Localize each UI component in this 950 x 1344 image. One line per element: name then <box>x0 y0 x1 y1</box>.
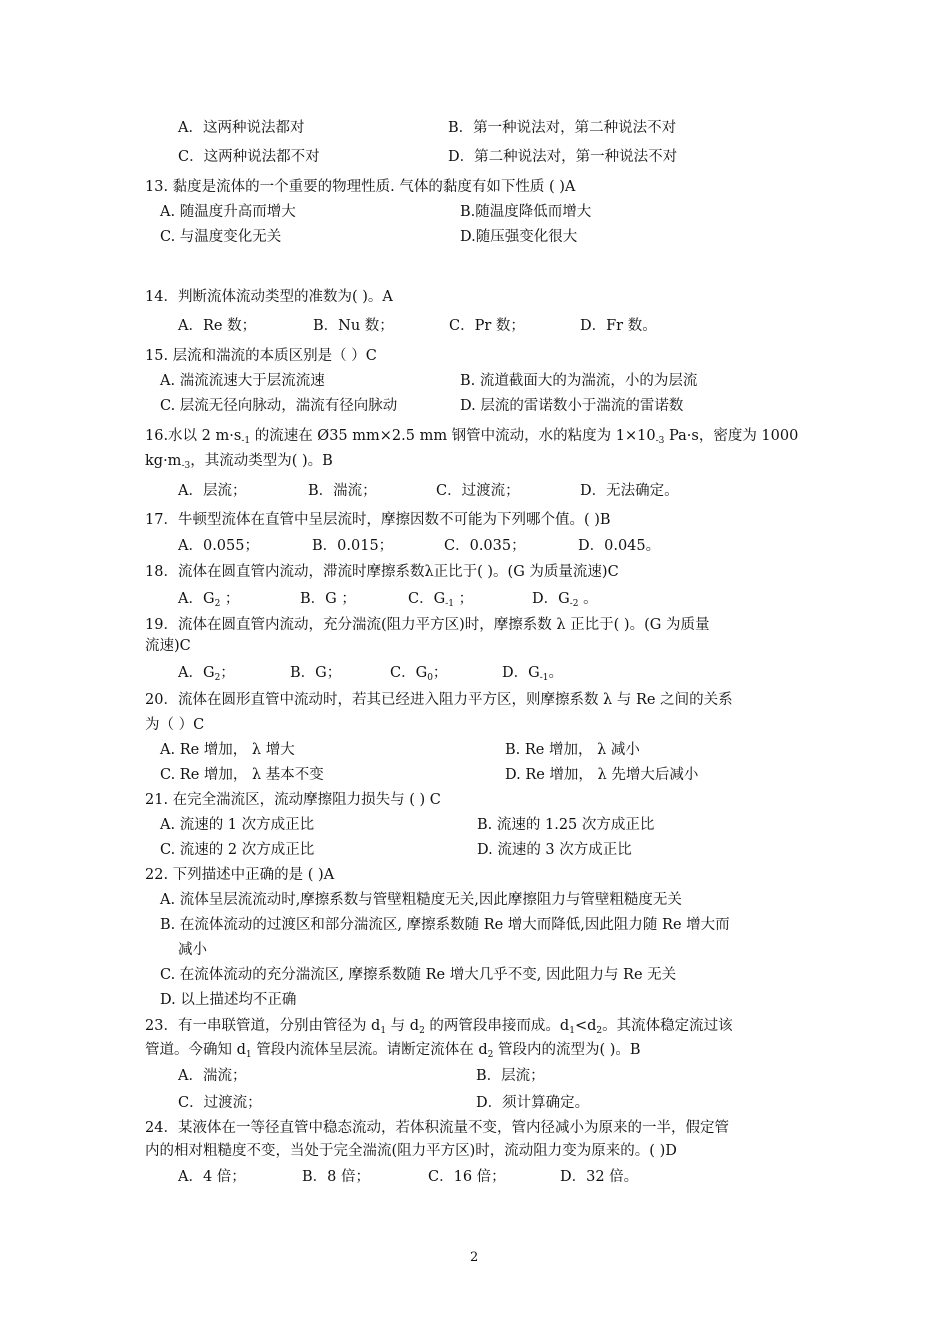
q19-option-d: D．$G_{-1}$。 <box>502 665 563 683</box>
q16-option-d: D．无法确定。 <box>580 483 679 499</box>
q18-stem: 18．流体在圆直管内流动，滞流时摩擦系数λ正比于( )。(G 为质量流速)C <box>145 564 619 580</box>
q12-option-d: D．第二种说法对，第一种说法不对 <box>448 149 678 165</box>
q23-option-a: A．湍流； <box>178 1068 247 1084</box>
q14-stem: 14．判断流体流动类型的准数为( )。A <box>145 289 393 305</box>
q15-option-a: A. 湍流流速大于层流流速 <box>160 373 325 389</box>
q23-stem-line1: 23．有一串联管道，分别由管径为 $d_1$ 与 $d_2$ 的两管段串接而成。$d_1<d_2$。其流体稳定流过该 <box>145 1018 733 1036</box>
q22-option-c: C. 在流体流动的充分湍流区, 摩擦系数随 Re 增大几乎不变, 因此阻力与 Re 无关 <box>160 967 677 983</box>
q21-option-c: C. 流速的 2 次方成正比 <box>160 842 315 858</box>
q21-option-b: B. 流速的 1.25 次方成正比 <box>477 817 655 833</box>
q14-option-c: C．Pr 数； <box>449 318 525 334</box>
q15-option-c: C. 层流无径向脉动，湍流有径向脉动 <box>160 398 398 414</box>
q20-option-c: C. Re 增加， λ 基本不变 <box>160 767 324 783</box>
q18-option-d: D．$G_{-2}$ 。 <box>532 591 598 609</box>
q22-option-a: A. 流体呈层流流动时,摩擦系数与管壁粗糙度无关,因此摩擦阻力与管壁粗糙度无关 <box>160 892 682 908</box>
q21-option-d: D. 流速的 3 次方成正比 <box>477 842 632 858</box>
q13-option-d: D.随压强变化很大 <box>460 229 578 245</box>
q22-option-d: D. 以上描述均不正确 <box>160 992 297 1008</box>
q23-stem-line2: 管道。今确知 $d_1$ 管段内流体呈层流。请断定流体在 $d_2$ 管段内的流型为( )。B <box>145 1042 641 1060</box>
q16-stem-line1: 16.水以 2 $m\cdot s_{-1}$ 的流速在 Ø35 mm×2.5 mm 钢管中流动，水的粘度为 $1\times 10_{-3}$ Pa·s，密度为 1000 <box>145 428 799 446</box>
q23-option-d: D．须计算确定。 <box>476 1095 590 1111</box>
q14-option-b: B．Nu 数； <box>313 318 394 334</box>
q17-option-c: C．0.035； <box>444 538 526 554</box>
q24-stem-line1: 24．某液体在一等径直管中稳态流动，若体积流量不变，管内径减小为原来的一半，假定管 <box>145 1120 729 1136</box>
q15-option-d: D. 层流的雷诺数小于湍流的雷诺数 <box>460 398 684 414</box>
q20-option-d: D. Re 增加， λ 先增大后减小 <box>505 767 699 783</box>
q23-option-b: B．层流； <box>476 1068 545 1084</box>
page-number: 2 <box>470 1250 479 1265</box>
q13-option-c: C. 与温度变化无关 <box>160 229 282 245</box>
q16-stem-line2: $kg\cdot m_{-3}$，其流动类型为( )。B <box>145 453 333 471</box>
q23-option-c: C．过渡流； <box>178 1095 262 1111</box>
q22-stem: 22. 下列描述中正确的是 ( )A <box>145 867 335 883</box>
q15-stem: 15. 层流和湍流的本质区别是（ ）C <box>145 348 377 364</box>
q24-option-a: A．4 倍； <box>178 1169 246 1185</box>
q12-option-b: B．第一种说法对，第二种说法不对 <box>448 120 677 136</box>
q17-option-b: B．0.015； <box>312 538 394 554</box>
q20-stem-line2: 为（ ）C <box>145 717 205 733</box>
q17-stem: 17．牛顿型流体在直管中呈层流时，摩擦因数不可能为下列哪个值。( )B <box>145 512 611 528</box>
q13-option-b: B.随温度降低而增大 <box>460 204 592 220</box>
q19-option-c: C．$G_0$； <box>390 665 448 683</box>
q14-option-d: D．Fr 数。 <box>580 318 657 334</box>
q17-option-d: D．0.045。 <box>578 538 661 554</box>
q18-option-c: C．$G_{-1}$ ； <box>408 591 474 609</box>
q16-option-c: C．过渡流； <box>436 483 520 499</box>
q19-stem-line1: 19．流体在圆直管内流动，充分湍流(阻力平方区)时，摩擦系数 λ 正比于( )。(G 为质量 <box>145 617 710 633</box>
q24-option-d: D．32 倍。 <box>560 1169 639 1185</box>
q20-option-a: A. Re 增加， λ 增大 <box>160 742 295 758</box>
q12-option-a: A．这两种说法都对 <box>178 120 305 136</box>
q20-stem-line1: 20．流体在圆形直管中流动时，若其已经进入阻力平方区，则摩擦系数 λ 与 Re 之间的关系 <box>145 692 733 708</box>
q18-option-b: B．G ； <box>300 591 356 607</box>
q16-option-a: A．层流； <box>178 483 247 499</box>
q22-option-b-line1: B. 在流体流动的过渡区和部分湍流区, 摩擦系数随 Re 增大而降低,因此阻力随 Re 增大而 <box>160 917 730 933</box>
q18-option-a: A．$G_2$ ； <box>178 591 240 609</box>
q24-option-c: C．16 倍； <box>428 1169 506 1185</box>
q16-option-b: B．湍流； <box>308 483 377 499</box>
q19-option-a: A．$G_2$； <box>178 665 235 683</box>
q13-option-a: A. 随温度升高而增大 <box>160 204 296 220</box>
q22-option-b-line2: 减小 <box>178 942 207 958</box>
q19-option-b: B．G； <box>290 665 342 681</box>
q24-option-b: B．8 倍； <box>302 1169 370 1185</box>
q24-stem-line2: 内的相对粗糙度不变，当处于完全湍流(阻力平方区)时，流动阻力变为原来的。( )D <box>145 1143 677 1159</box>
q13-stem: 13. 黏度是流体的一个重要的物理性质. 气体的黏度有如下性质 ( )A <box>145 179 576 195</box>
q12-option-c: C．这两种说法都不对 <box>178 149 320 165</box>
q21-option-a: A. 流速的 1 次方成正比 <box>160 817 315 833</box>
q14-option-a: A．Re 数； <box>178 318 257 334</box>
q19-stem-line2: 流速)C <box>145 638 191 654</box>
q20-option-b: B. Re 增加， λ 减小 <box>505 742 640 758</box>
q17-option-a: A．0.055； <box>178 538 259 554</box>
q15-option-b: B. 流道截面大的为湍流，小的为层流 <box>460 373 698 389</box>
q21-stem: 21. 在完全湍流区，流动摩擦阻力损失与 ( ) C <box>145 792 441 808</box>
